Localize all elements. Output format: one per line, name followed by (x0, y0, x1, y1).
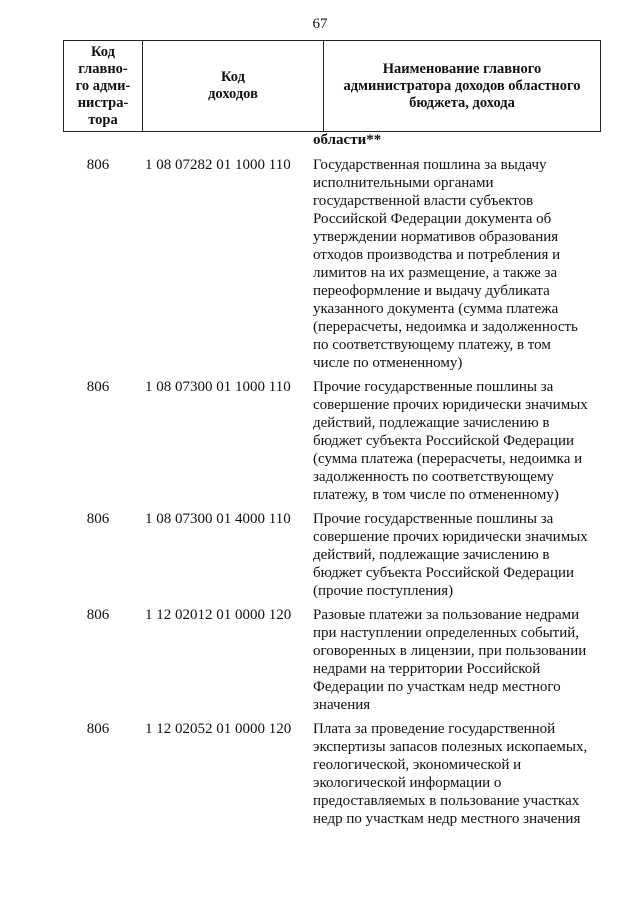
income-name-line: действий, подлежащие зачислению в (313, 547, 550, 563)
income-name-line: значения (313, 697, 371, 713)
income-name-line: геологической, экономической и (313, 757, 522, 773)
income-name (313, 606, 603, 714)
header-code-line: Код (221, 69, 245, 85)
income-name-line: (прочие поступления) (313, 583, 454, 599)
income-name (313, 720, 603, 828)
income-name-line: совершение прочих юридически значимых (313, 397, 588, 413)
header-name-line: бюджета, дохода (409, 94, 515, 111)
header-admin-line: тора (88, 111, 118, 128)
admin-code: 806 (86, 721, 110, 737)
income-name-line: платежу, в том числе по отмененному) (313, 487, 559, 503)
header-admin-line: главно- (78, 60, 128, 77)
income-name-line: по соответствующему платежу, в том (313, 337, 551, 353)
income-name-line: Прочие государственные пошлины за (313, 379, 554, 395)
income-code: 1 08 07300 01 1000 110 (145, 379, 291, 395)
page-number: 67 (312, 16, 328, 32)
income-name-line: совершение прочих юридически значимых (313, 529, 588, 545)
income-code: 1 12 02012 01 0000 120 (145, 607, 292, 623)
income-name-line: бюджет субъекта Российской Федерации (313, 565, 575, 581)
income-name-line: исполнительными органами (313, 175, 494, 191)
income-name-line: бюджет субъекта Российской Федерации (313, 433, 575, 449)
income-name-line: недр по участкам недр местного значения (313, 811, 581, 827)
income-name-line: экспертизы запасов полезных ископаемых, (313, 739, 588, 755)
income-name-line: Плата за проведение государственной (313, 721, 556, 737)
income-name-line: Разовые платежи за пользование недрами (313, 607, 580, 623)
admin-code: 806 (86, 607, 110, 623)
income-name (313, 510, 603, 600)
income-name-line: Российской Федерации документа об (313, 211, 552, 227)
income-code: 1 12 02052 01 0000 120 (145, 721, 292, 737)
income-name-line: Федерации по участкам недр местного (313, 679, 561, 695)
income-name-line: задолженность по соответствующему (313, 469, 554, 485)
admin-code: 806 (86, 157, 110, 173)
income-name-line: предоставляемых в пользование участках (313, 793, 580, 809)
header-admin-line: Код (91, 43, 115, 60)
income-name (313, 156, 603, 372)
income-name-line: государственной власти субъектов (313, 193, 534, 209)
income-name-line: лимитов на их размещение, а также за (313, 265, 558, 281)
header-income-code (143, 41, 324, 132)
income-name-line: (сумма платежа (перерасчеты, недоимка и (313, 451, 583, 467)
admin-code: 806 (86, 379, 110, 395)
income-code: 1 08 07300 01 4000 110 (145, 511, 291, 527)
income-code: 1 08 07282 01 1000 110 (145, 157, 291, 173)
continuation-text: области** (313, 132, 382, 148)
table-header (63, 40, 601, 132)
header-name (324, 41, 601, 132)
income-name-line: (перерасчеты, недоимка и задолженность (313, 319, 578, 335)
header-name-line: администратора доходов областного (343, 77, 581, 94)
admin-code: 806 (86, 511, 110, 527)
header-admin-line: го адми- (75, 77, 131, 94)
income-name-line: действий, подлежащие зачислению в (313, 415, 550, 431)
header-admin-line: нистра- (77, 94, 129, 111)
income-name-line: Государственная пошлина за выдачу (313, 157, 547, 173)
header-admin-code (64, 41, 143, 132)
income-name-line: Прочие государственные пошлины за (313, 511, 554, 527)
income-name-line: отходов производства и потребления и (313, 247, 561, 263)
income-name-line: при наступлении определенных событий, (313, 625, 580, 641)
income-name-line: указанного документа (сумма платежа (313, 301, 559, 317)
income-name-line: числе по отмененному) (313, 355, 463, 371)
header-code-line: доходов (208, 86, 258, 102)
income-name-line: недрами на территории Российской (313, 661, 541, 677)
header-name-line: Наименование главного (382, 60, 542, 77)
income-name-line: оговоренных в лицензии, при пользовании (313, 643, 587, 659)
income-name-line: утверждении нормативов образования (313, 229, 559, 245)
income-name-line: переоформление и выдачу дубликата (313, 283, 550, 299)
income-name-line: экологической информации о (313, 775, 502, 791)
income-name (313, 378, 603, 504)
